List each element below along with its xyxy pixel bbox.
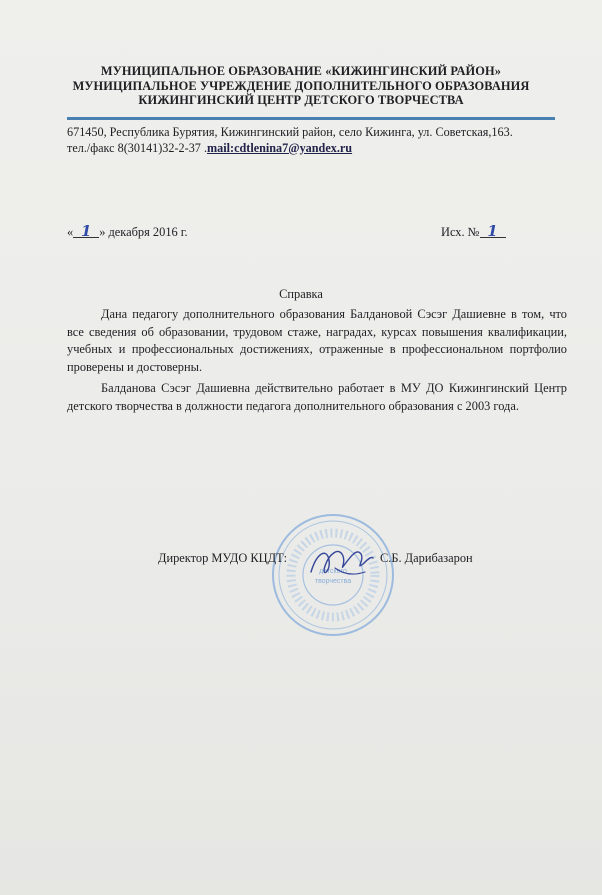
seal-inner-text-1: детского — [319, 568, 347, 575]
phone-fax: тел./факс 8(30141)32-2-37 . — [67, 140, 207, 155]
handwritten-signature-icon — [305, 538, 377, 586]
date-line — [67, 222, 188, 240]
date-open-quote: « — [67, 225, 74, 239]
postal-address: 671450, Республика Бурятия, Кижингинский район, село Кижинга, ул. Советская,163. — [67, 125, 513, 139]
date-month-year: » декабря 2016 г. — [99, 225, 188, 239]
outgoing-label: Исх. № — [441, 225, 480, 239]
document-body — [67, 306, 567, 420]
letterhead-line-1: МУНИЦИПАЛЬНОЕ ОБРАЗОВАНИЕ «КИЖИНГИНСКИЙ РАЙОН» — [100, 64, 502, 78]
letterhead — [0, 64, 602, 108]
letterhead-line-2: МУНИЦИПАЛЬНОЕ УЧРЕЖДЕНИЕ ДОПОЛНИТЕЛЬНОГО ОБРАЗОВАНИЯ — [72, 78, 530, 93]
signatory-position: Директор МУДО КЦДТ: — [158, 551, 288, 565]
body-paragraph-1: Дана педагогу дополнительного образования Балдановой Сэсэг Дашиевне в том, что все сведения об образовании, трудовом стаже, наградах, курсах повышения квалификации, учебных и профессиональных достижениях, отраженные в профессиональном портфолио проверены и достоверны. — [67, 307, 567, 374]
date-day-handwritten: 1 — [73, 225, 99, 238]
letterhead-line-3: КИЖИНГИНСКИЙ ЦЕНТР ДЕТСКОГО ТВОРЧЕСТВА — [138, 93, 464, 108]
letterhead-rule — [67, 117, 555, 120]
outgoing-number-handwritten: 1 — [480, 225, 506, 238]
seal-inner-text-2: творчества — [314, 578, 352, 585]
signatory-name: С.Б. Дарибазарон — [380, 551, 473, 565]
body-paragraph-2: Балданова Сэсэг Дашиевна действительно работает в МУ ДО Кижингинский Центр детского творчества в должности педагога дополнительного образования с 2003 года. — [67, 381, 567, 413]
contact-line — [67, 141, 567, 157]
address-block — [67, 125, 567, 156]
outgoing-number — [441, 222, 506, 240]
email-link[interactable]: mail:cdtlenina7@yandex.ru — [207, 140, 353, 155]
document-title: Справка — [279, 287, 323, 301]
